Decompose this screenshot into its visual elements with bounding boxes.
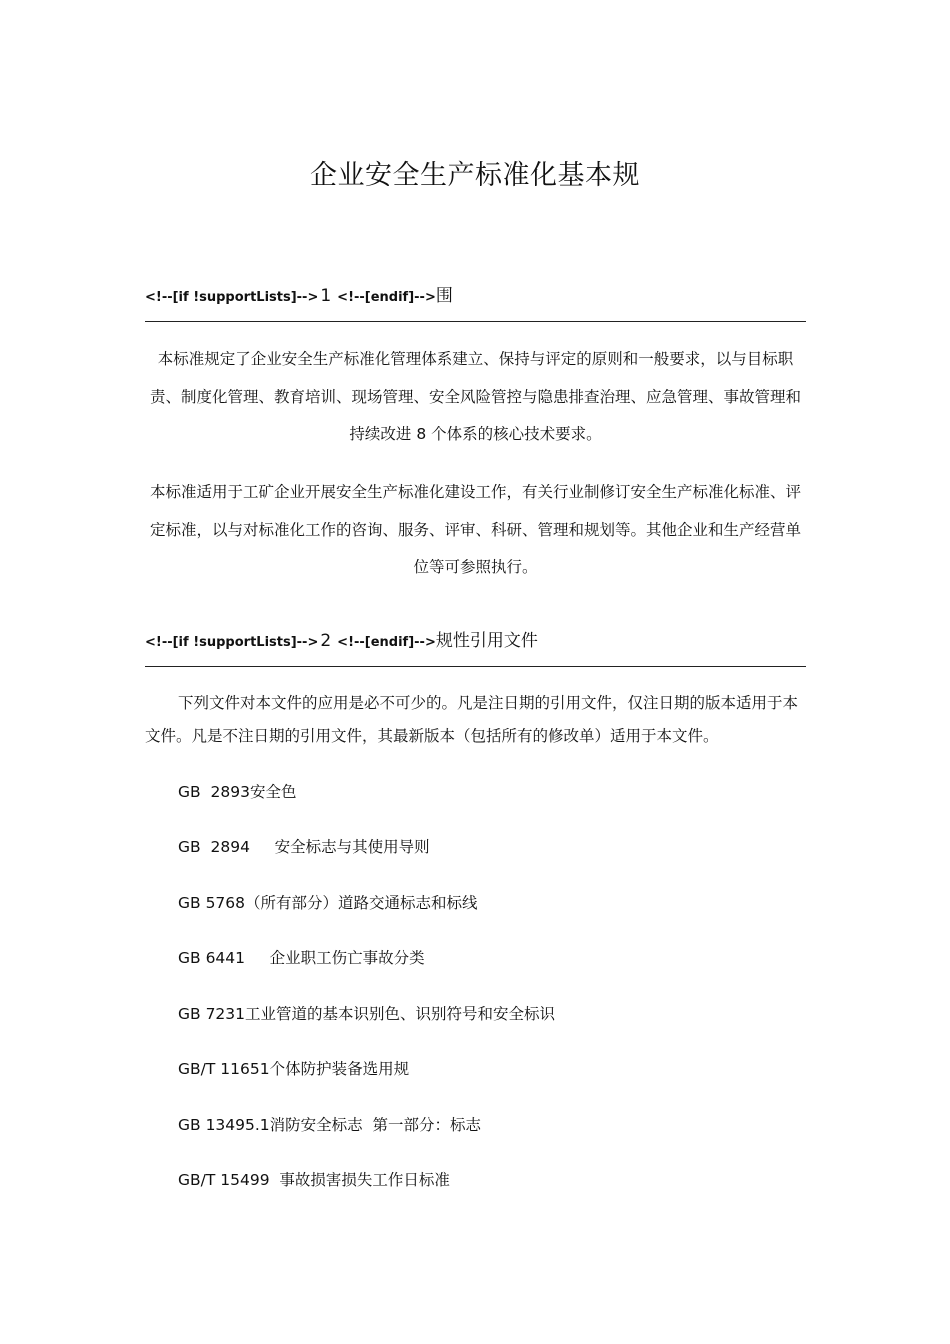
section-2-heading-text: 规性引用文件 [435, 631, 538, 651]
reference-item: GB/T 11651个体防护装备选用规 [178, 1060, 410, 1078]
reference-item: GB 7231工业管道的基本识别色、识别符号和安全标识 [178, 1005, 556, 1023]
section-1-paragraph-2: 本标准适用于工矿企业开展安全生产标准化建设工作，有关行业制修订安全生产标准化标准、评定标准，以与对标准化工作的咨询、服务、评审、科研、管理和规划等。其他企业和生产经营单位等可参照执行。 [149, 483, 801, 576]
reference-item: GB/T 15499 事故损害损失工作日标准 [178, 1171, 450, 1189]
section-2-marker-open: <!--[if !supportLists]--> [145, 635, 319, 650]
reference-item: GB 5768（所有部分）道路交通标志和标线 [178, 894, 478, 912]
reference-item: GB 13495.1消防安全标志 第一部分：标志 [178, 1116, 482, 1134]
section-1-paragraph-1: 本标准规定了企业安全生产标准化管理体系建立、保持与评定的原则和一般要求，以与目标职责、制度化管理、教育培训、现场管理、安全风险管控与隐患排查治理、应急管理、事故管理和持续改进 8 个体系的核心技术要求。 [149, 350, 801, 443]
section-1-marker-close: <!--[endif]--> [337, 290, 436, 305]
document-title: 企业安全生产标准化基本规 [310, 160, 640, 191]
section-1-marker-open: <!--[if !supportLists]--> [145, 290, 319, 305]
section-2-marker-close: <!--[endif]--> [337, 635, 436, 650]
section-2-heading [145, 629, 806, 667]
section-1-heading-text: 围 [435, 286, 453, 306]
section-1-heading [145, 284, 806, 322]
reference-item: GB 2894 安全标志与其使用导则 [178, 838, 430, 856]
reference-item: GB 2893安全色 [178, 783, 297, 801]
reference-item: GB 6441 企业职工伤亡事故分类 [178, 949, 425, 967]
section-2-paragraph-1: 下列文件对本文件的应用是必不可少的。凡是注日期的引用文件，仅注日期的版本适用于本文件。凡是不注日期的引用文件，其最新版本（包括所有的修改单）适用于本文件。 [145, 694, 799, 745]
section-2-number: 2 [320, 631, 332, 651]
section-1-number: 1 [320, 286, 332, 306]
